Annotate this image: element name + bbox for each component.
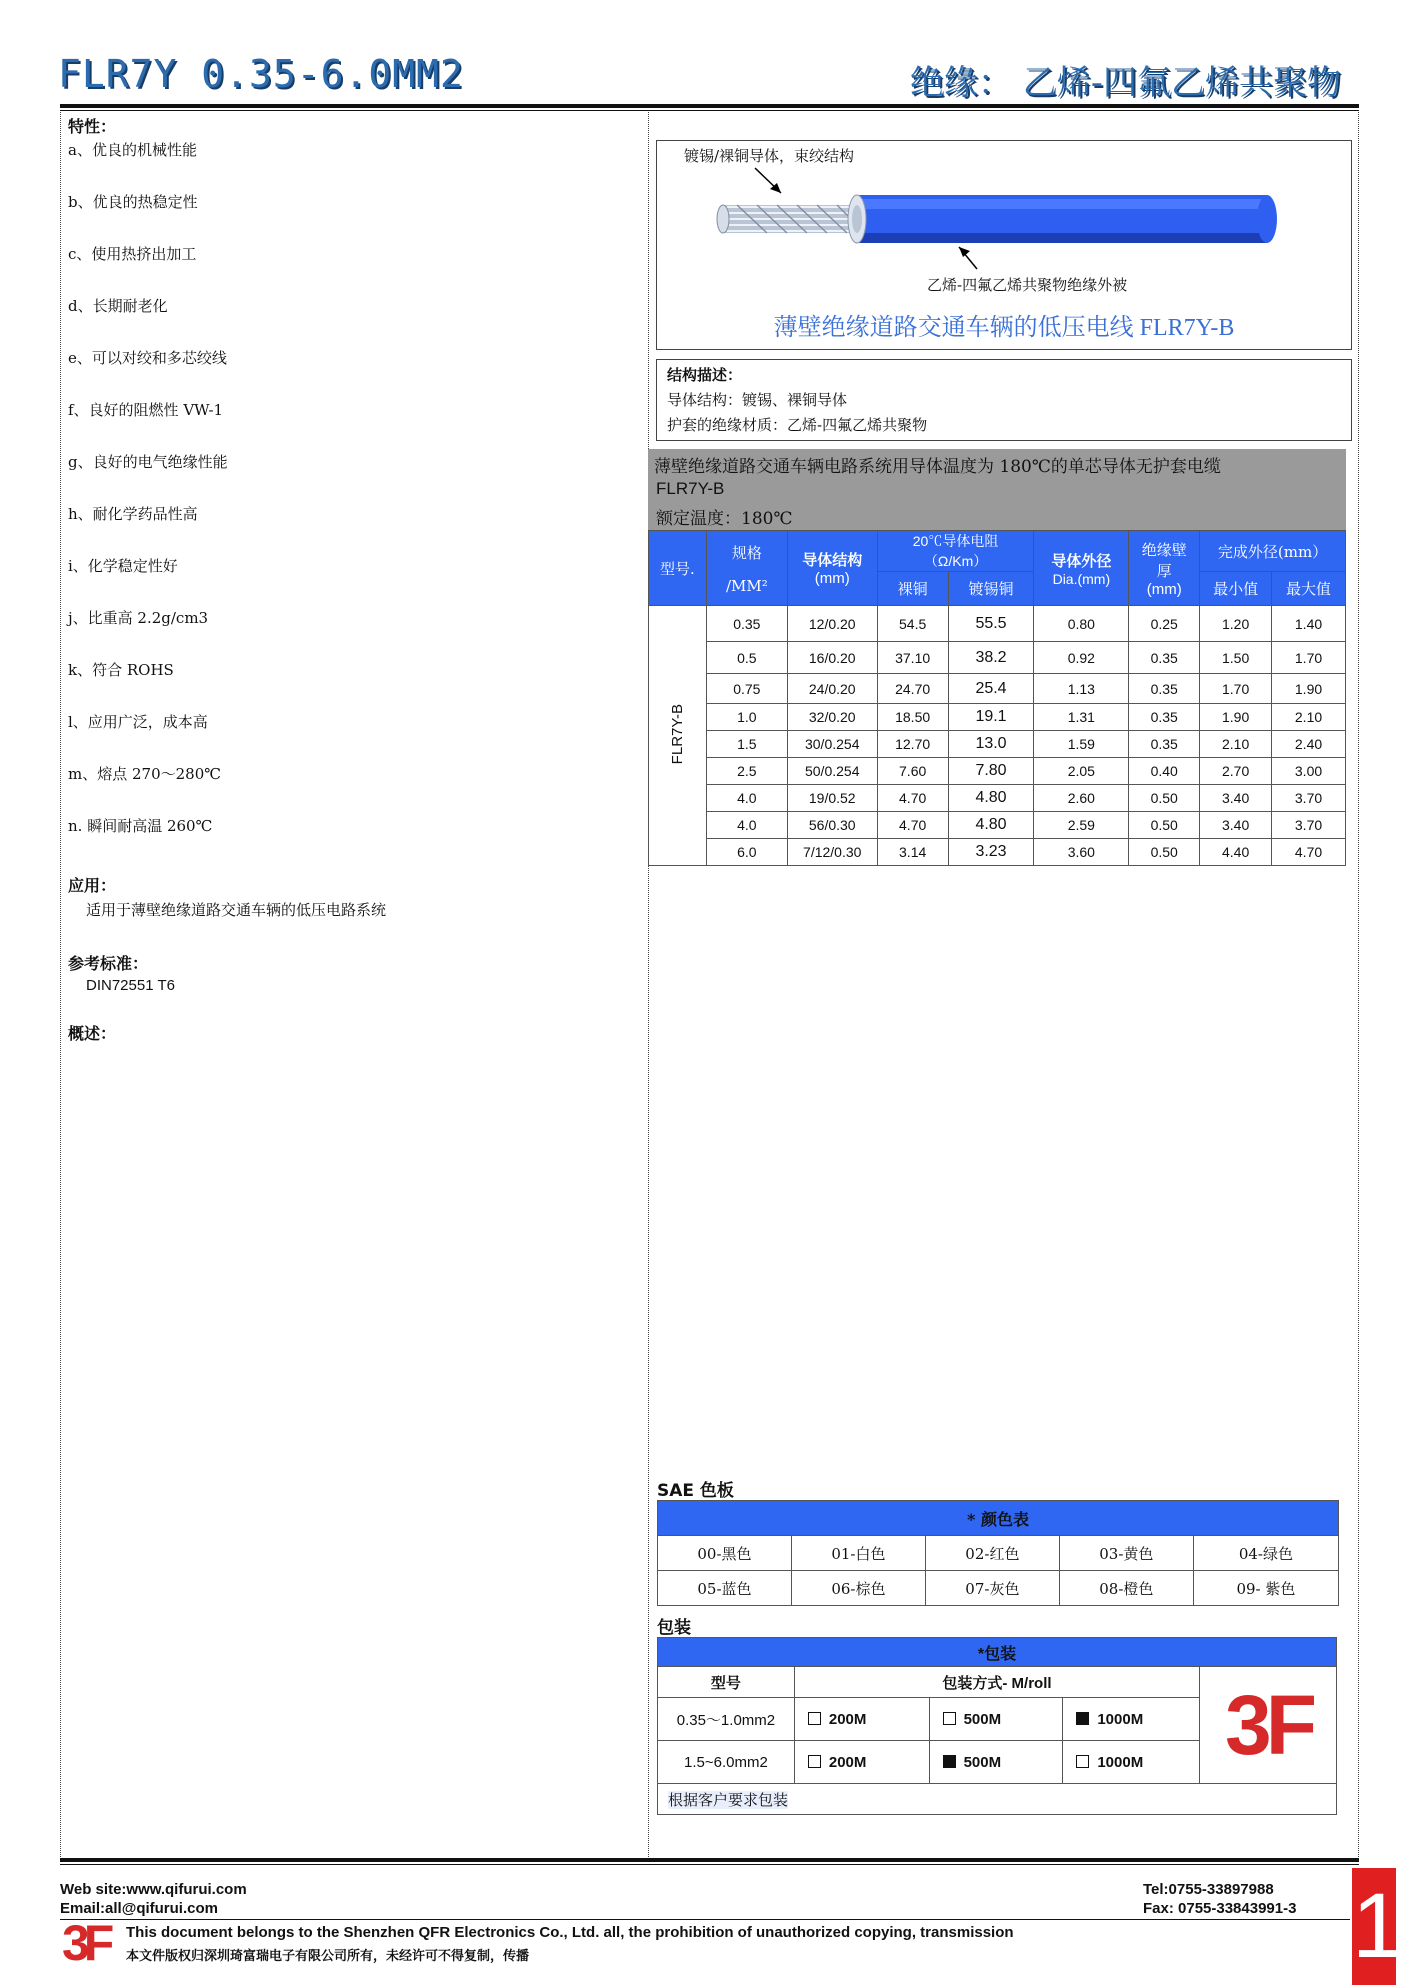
spec-row [649,758,1346,785]
spec-cell: 3.14 [877,839,948,866]
spec-description: 薄壁绝缘道路交通车辆电路系统用导体温度为 180℃的单芯导体无护套电缆 [654,457,1221,477]
spec-cell: 4.0 [706,785,787,812]
spec-cell: 0.80 [1034,606,1129,642]
color-cell: 06-棕色 [791,1571,925,1606]
spec-cell: 19.1 [948,704,1034,731]
spec-cell: 0.92 [1034,642,1129,674]
packaging-option-label: 1000M [1097,1753,1144,1771]
packaging-option[interactable] [929,1698,1063,1741]
feature-item: l、应用广泛，成本高 [68,713,208,731]
spec-cell: 0.35 [1129,674,1200,704]
packaging-logo-cell [1200,1667,1337,1784]
packaging-title: 包装 [657,1618,691,1638]
conductor-strands [717,205,861,233]
spec-cell: 4.70 [877,785,948,812]
spec-cell: 25.4 [948,674,1034,704]
color-cell: 09- 紫色 [1193,1571,1338,1606]
spec-cell: 3.60 [1034,839,1129,866]
spec-cell: 0.50 [1129,785,1200,812]
spec-cell: 1.13 [1034,674,1129,704]
packaging-col-model: 型号 [658,1667,795,1698]
spec-cell: 4.80 [948,812,1034,839]
header-min: 最小值 [1200,572,1272,606]
spec-cell: 2.40 [1272,731,1346,758]
column-divider [648,112,649,1857]
spec-cell: 1.70 [1200,674,1272,704]
spec-cell: 4.80 [948,785,1034,812]
spec-cell: 4.0 [706,812,787,839]
feature-item: b、优良的热稳定性 [68,193,198,211]
spec-cell: 0.50 [1129,812,1200,839]
checked-box-icon[interactable] [943,1755,956,1768]
spec-description-box [648,449,1346,530]
spec-cell: 50/0.254 [787,758,877,785]
spec-cell: 4.70 [877,812,948,839]
packaging-table [657,1637,1337,1815]
color-board-title: SAE 色板 [657,1481,734,1501]
spec-cell: 24/0.20 [787,674,877,704]
spec-model: FLR7Y-B [656,479,725,498]
packaging-option-label: 500M [963,1753,1002,1771]
header-max: 最大值 [1272,572,1346,606]
footer-email[interactable]: Email:all@qifurui.com [60,1900,218,1917]
spec-cell: 2.05 [1034,758,1129,785]
header-resistance-unit: （Ω/Km） [923,553,988,569]
spec-cell: 4.70 [1272,839,1346,866]
spec-cell: 55.5 [948,606,1034,642]
spec-cell: 1.50 [1200,642,1272,674]
footer-logo: 3F [62,1915,109,1971]
header-structure [787,531,877,606]
spec-cell: 3.00 [1272,758,1346,785]
unchecked-box-icon[interactable] [808,1755,821,1768]
packaging-option-label: 200M [828,1753,867,1771]
footer-divider [60,1919,1350,1920]
packaging-model: 0.35～1.0mm2 [658,1698,795,1741]
spec-cell: 7.80 [948,758,1034,785]
color-cell: 08-橙色 [1059,1571,1193,1606]
feature-item: i、化学稳定性好 [68,557,178,575]
spec-cell: 3.40 [1200,812,1272,839]
insulation-title: 绝缘： 乙烯-四氟乙烯共聚物 [909,63,1341,103]
spec-cell: 2.59 [1034,812,1129,839]
color-cell: 04-绿色 [1193,1536,1338,1571]
color-cell: 00-黑色 [658,1536,792,1571]
header-size-label: 规格 [731,543,762,562]
color-row [658,1571,1339,1606]
spec-cell: 7/12/0.30 [787,839,877,866]
spec-cell: 24.70 [877,674,948,704]
spec-cell: 1.90 [1272,674,1346,704]
packaging-note-text: 根据客户要求包装 [668,1790,789,1809]
spec-cell: 56/0.30 [787,812,877,839]
footer-rule-thin [60,1864,1359,1865]
header-resistance [877,531,1034,572]
header-rule-thin [60,110,1359,111]
spec-row [649,606,1346,642]
footer-rule-thick [60,1858,1359,1862]
spec-cell: 3.40 [1200,785,1272,812]
feature-item: n. 瞬间耐高温 260℃ [68,817,213,835]
feature-item: c、使用热挤出加工 [68,245,197,263]
structure-insulation: 护套的绝缘材质：乙烯-四氟乙烯共聚物 [667,416,928,434]
spec-cell: 7.60 [877,758,948,785]
spec-cell: 0.35 [1129,704,1200,731]
header-tinned: 镀锡铜 [948,572,1034,606]
spec-cell: 0.25 [1129,606,1200,642]
packaging-option-label: 200M [828,1710,867,1728]
packaging-model: 1.5~6.0mm2 [658,1741,795,1784]
footer-website[interactable]: Web site:www.qifurui.com [60,1881,247,1898]
spec-cell: 30/0.254 [787,731,877,758]
model-name-cell [649,606,707,866]
conductor-label: 镀锡/裸铜导体，束绞结构 [684,147,855,165]
feature-item: e、可以对绞和多芯绞线 [68,349,227,367]
color-row [658,1536,1339,1571]
insulation-label: 乙烯-四氟乙烯共聚物绝缘外被 [927,276,1128,294]
spec-cell: 3.70 [1272,812,1346,839]
packaging-option-label: 500M [963,1710,1002,1728]
header-wall [1129,531,1200,606]
spec-row [649,785,1346,812]
header-wall-unit: (mm) [1146,580,1182,598]
color-cell: 01-白色 [791,1536,925,1571]
header-od-unit: Dia.(mm) [1052,570,1111,587]
spec-row [649,839,1346,866]
footer-tel: Tel:0755-33897988 [1143,1881,1274,1898]
packaging-option[interactable] [794,1741,929,1784]
spec-cell: 4.40 [1200,839,1272,866]
spec-cell: 0.35 [706,606,787,642]
insulation-jacket [848,195,1277,243]
spec-cell: 2.10 [1200,731,1272,758]
spec-cell: 37.10 [877,642,948,674]
spec-cell: 0.35 [1129,642,1200,674]
spec-cell: 18.50 [877,704,948,731]
header-rule-thick [60,104,1359,108]
spec-cell: 1.59 [1034,731,1129,758]
spec-cell: 2.10 [1272,704,1346,731]
spec-cell: 0.75 [706,674,787,704]
footer-fax: Fax: 0755-33843991-3 [1143,1900,1297,1917]
spec-cell: 12/0.20 [787,606,877,642]
spec-table [648,530,1346,866]
spec-cell: 13.0 [948,731,1034,758]
spec-cell: 0.5 [706,642,787,674]
spec-cell: 0.40 [1129,758,1200,785]
spec-row [649,642,1346,674]
model-name: FLR7Y-B [668,703,686,765]
header-size [706,531,787,606]
spec-cell: 6.0 [706,839,787,866]
footer-copyright-en: This document belongs to the Shenzhen QFR Electronics Co., Ltd. all, the prohibition of unauthorized copying, transmission [126,1924,1014,1941]
feature-item: j、比重高 2.2g/cm3 [68,609,209,627]
document-title: FLR7Y 0.35-6.0MM2 [58,52,464,96]
header-od [1034,531,1129,606]
spec-cell: 2.70 [1200,758,1272,785]
spec-cell: 2.60 [1034,785,1129,812]
spec-cell: 38.2 [948,642,1034,674]
cable-caption: 薄壁绝缘道路交通车辆的低压电线 FLR7Y-B [773,315,1235,341]
features-list [68,139,638,867]
application-heading: 应用： [68,876,117,895]
unchecked-box-icon[interactable] [1076,1755,1089,1768]
structure-conductor: 导体结构：镀锡、裸铜导体 [667,391,848,409]
spec-cell: 1.20 [1200,606,1272,642]
header-size-unit: /MM² [725,576,768,595]
packaging-option-label: 1000M [1097,1710,1144,1728]
spec-row [649,812,1346,839]
packaging-col-method: 包装方式- M/roll [794,1667,1199,1698]
spec-cell: 32/0.20 [787,704,877,731]
spec-row [649,731,1346,758]
header-structure-unit: (mm) [814,570,850,587]
color-cell: 02-红色 [925,1536,1059,1571]
spec-cell: 0.35 [1129,731,1200,758]
header-resistance-label: 20℃导体电阻 [912,533,999,549]
company-logo: 3F [1225,1677,1312,1772]
color-cell: 05-蓝色 [658,1571,792,1606]
feature-item: k、符合 ROHS [68,661,174,679]
header-finish: 完成外径(mm） [1200,531,1346,572]
spec-cell: 3.70 [1272,785,1346,812]
page-number: 1 [1352,1875,1403,1977]
spec-cell: 1.31 [1034,704,1129,731]
packaging-option[interactable] [1063,1698,1200,1741]
feature-item: g、良好的电气绝缘性能 [68,453,228,471]
color-table-header: * 颜色表 [658,1501,1339,1536]
header-bare: 裸铜 [877,572,948,606]
spec-cell: 19/0.52 [787,785,877,812]
spec-cell: 3.23 [948,839,1034,866]
application-text: 适用于薄壁绝缘道路交通车辆的低压电路系统 [86,901,387,919]
color-table-body [658,1536,1339,1606]
packaging-note [658,1784,1337,1815]
header-od-label: 导体外径 [1051,552,1112,570]
spec-cell: 1.0 [706,704,787,731]
feature-item: d、长期耐老化 [68,297,168,315]
feature-item: f、良好的阻燃性 VW-1 [68,401,224,419]
spec-row [649,704,1346,731]
overview-heading: 概述： [68,1024,117,1043]
packaging-option[interactable] [929,1741,1063,1784]
spec-row [649,674,1346,704]
spec-cell: 1.90 [1200,704,1272,731]
checked-box-icon[interactable] [1076,1712,1089,1725]
header-structure-label: 导体结构 [802,552,863,569]
packaging-option[interactable] [794,1698,929,1741]
spec-cell: 12.70 [877,731,948,758]
cable-illustration-box [656,140,1352,350]
spec-cell: 16/0.20 [787,642,877,674]
spec-cell: 54.5 [877,606,948,642]
header-wall-label: 绝缘壁厚 [1141,540,1187,580]
feature-item: a、优良的机械性能 [68,141,197,159]
footer-copyright-cn: 本文件版权归深圳琦富瑞电子有限公司所有，未经许可不得复制，传播 [126,1949,530,1964]
features-heading: 特性： [68,117,117,136]
color-table [657,1500,1339,1606]
spec-cell: 0.50 [1129,839,1200,866]
structure-heading: 结构描述： [667,366,743,384]
unchecked-box-icon[interactable] [808,1712,821,1725]
unchecked-box-icon[interactable] [943,1712,956,1725]
spec-cell: 1.5 [706,731,787,758]
spec-cell: 1.70 [1272,642,1346,674]
packaging-option[interactable] [1063,1741,1200,1784]
color-cell: 03-黄色 [1059,1536,1193,1571]
left-column [68,115,638,1047]
color-cell: 07-灰色 [925,1571,1059,1606]
spec-cell: 2.5 [706,758,787,785]
standard-heading: 参考标准： [68,954,149,973]
spec-cell: 1.40 [1272,606,1346,642]
header-model: 型号. [649,531,707,606]
spec-table-body [649,606,1346,866]
rated-temperature: 额定温度：180℃ [656,509,793,529]
structure-description-box [656,359,1352,441]
packaging-header: *包装 [658,1638,1337,1667]
standard-text: DIN72551 T6 [86,977,175,994]
feature-item: m、熔点 270～280℃ [68,765,222,783]
feature-item: h、耐化学药品性高 [68,505,198,523]
